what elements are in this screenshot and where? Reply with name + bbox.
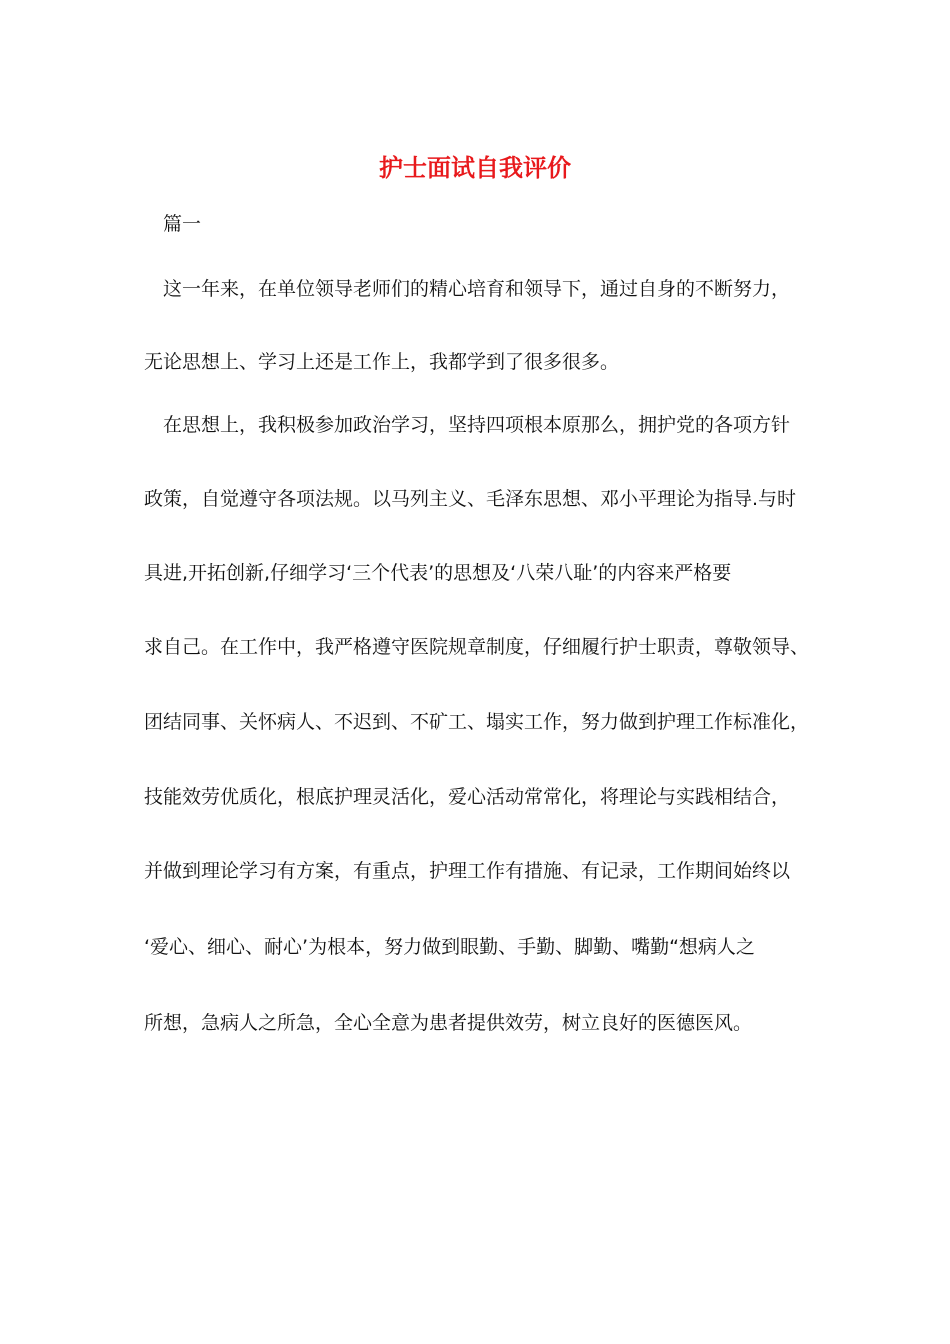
paragraph-line: 求自己。在工作中，我严格遵守医院规章制度，仔细履行护士职责，尊敬领导、 xyxy=(144,636,810,658)
paragraph-line: 无论思想上、学习上还是工作上，我都学到了很多很多。 xyxy=(144,351,620,373)
paragraph-line: 并做到理论学习有方案，有重点，护理工作有措施、有记录，工作期间始终以 xyxy=(144,860,791,882)
paragraph-line: 技能效劳优质化，根底护理灵活化，爱心活动常常化，将理论与实践相结合， xyxy=(144,786,791,808)
paragraph-line: 在思想上，我积极参加政治学习，坚持四项根本原那么，拥护党的各项方针 xyxy=(163,414,791,436)
paragraph-line: 具进,开拓创新,仔细学习‘三个代表’的思想及‘八荣八耻’的内容来严格要 xyxy=(144,562,732,584)
paragraph-line: ‘爱心、细心、耐心’为根本，努力做到眼勤、手勤、脚勤、嘴勤“想病人之 xyxy=(144,936,755,958)
paragraph-line: 这一年来，在单位领导老师们的精心培育和领导下，通过自身的不断努力， xyxy=(163,278,791,300)
paragraph-line: 团结同事、关怀病人、不迟到、不矿工、塌实工作，努力做到护理工作标准化， xyxy=(144,711,810,733)
paragraph-line: 所想，急病人之所急，全心全意为患者提供效劳，树立良好的医德医风。 xyxy=(144,1012,753,1034)
document-title: 护士面试自我评价 xyxy=(379,153,571,182)
section-label: 篇一 xyxy=(163,213,202,235)
paragraph-line: 政策，自觉遵守各项法规。以马列主义、毛泽东思想、邓小平理论为指导.与时 xyxy=(144,488,797,510)
